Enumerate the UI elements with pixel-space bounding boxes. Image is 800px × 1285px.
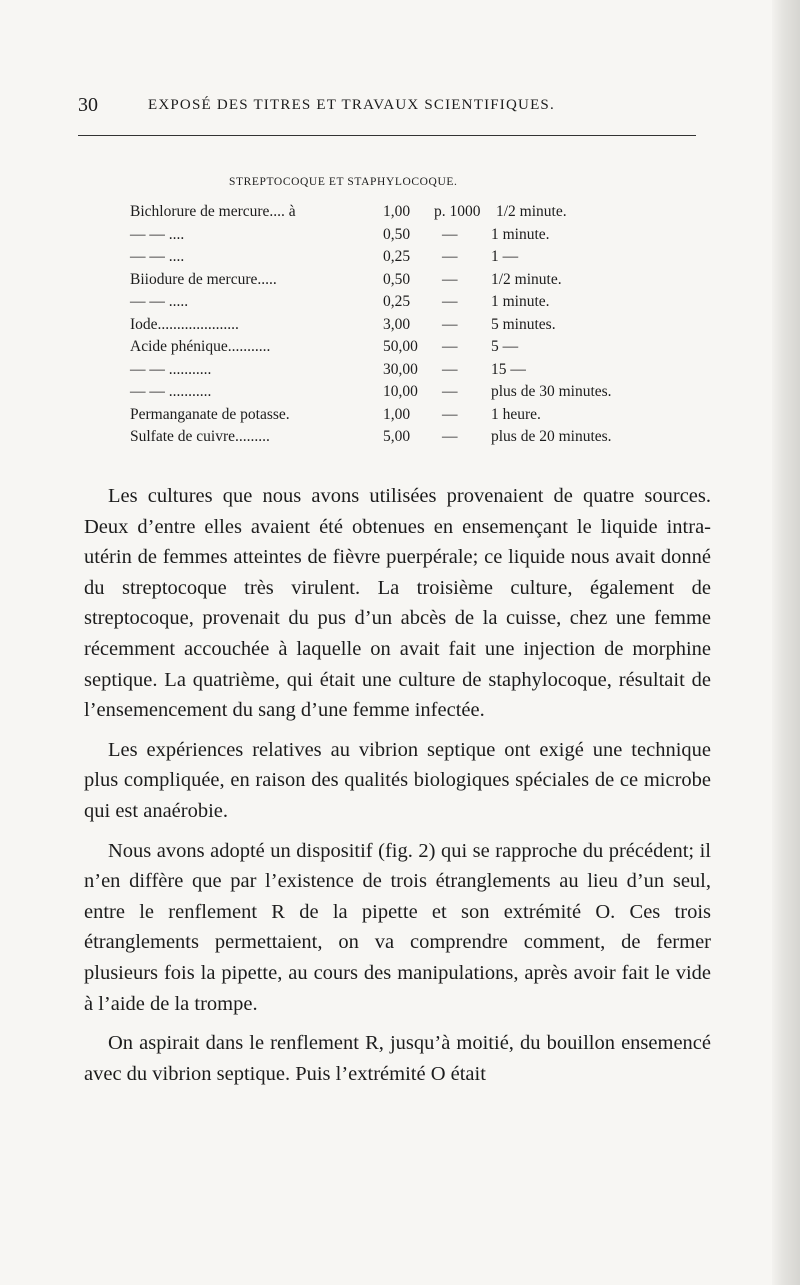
time-cell: 1/2 minute. (491, 270, 562, 288)
substance-cell: — — .... (130, 225, 185, 243)
table-row (130, 271, 670, 293)
table-row (130, 383, 670, 405)
time-cell: 5 minutes. (491, 315, 556, 333)
substance-cell: Biiodure de mercure..... (130, 270, 277, 288)
concentration-cell: 0,25 (383, 293, 411, 310)
page-edge-shadow (772, 0, 800, 1285)
dilution-cell: — (442, 360, 458, 378)
dilution-cell: — (442, 270, 458, 288)
concentration-cell: 0,50 (383, 270, 411, 288)
time-cell: 1/2 minute. (496, 203, 567, 220)
page-header (78, 90, 698, 130)
concentration-cell: 1,00 (383, 203, 411, 220)
dilution-cell: — (442, 248, 458, 265)
substance-cell: Permanganate de potasse. (130, 405, 290, 423)
substance-cell: Iode..................... (130, 315, 239, 333)
paragraph: Les expériences relatives au vibrion septique ont exigé une technique plus compliquée, en raison des qualités biologiques spéciales de ce microbe qui est anaérobie. (84, 738, 711, 822)
concentration-cell: 1,00 (383, 405, 411, 423)
table-caption: STREPTOCOQUE ET STAPHYLOCOQUE. (229, 176, 458, 188)
time-cell: 1 minute. (491, 225, 550, 243)
paragraph: Les cultures que nous avons utilisées provenaient de quatre sources. Deux d’entre elles avaient été obtenues en ensemençant le liquide intra-utérin de femmes atteintes de fièvre puerpérale; ce liquide nous avait donné du streptocoque très virulent. La troisième culture, également de streptocoque, provenait du pus d’un abcès de la cuisse, chez une femme récemment accouchée à laquelle on avait fait une injection de morphine septique. La quatrième, qui était une culture de staphylocoque, résultait de l’ensemencement du sang d’une femme infectée. (84, 485, 711, 722)
concentration-cell: 0,50 (383, 225, 411, 243)
running-title: EXPOSÉ DES TITRES ET TRAVAUX SCIENTIFIQUES. (148, 97, 555, 113)
body-text (84, 481, 711, 1098)
dilution-cell: — (442, 338, 458, 355)
concentration-cell: 5,00 (383, 428, 411, 445)
substance-cell: — — ..... (130, 293, 189, 310)
dilution-cell: — (442, 225, 458, 243)
page-number: 30 (78, 94, 98, 116)
substance-cell: Bichlorure de mercure.... à (130, 203, 296, 220)
dilution-cell: p. 1000 (434, 203, 481, 220)
paragraph: On aspirait dans le renflement R, jusqu’à moitié, du bouillon ensemencé avec du vibrion septique. Puis l’extrémité O était (84, 1032, 711, 1085)
substance-cell: — — ........... (130, 383, 212, 400)
table-row (130, 316, 670, 338)
substance-cell: — — ........... (130, 360, 212, 378)
table-row (130, 248, 670, 270)
disinfectant-table (130, 203, 670, 455)
time-cell: 15 — (491, 360, 526, 378)
table-row (130, 361, 670, 383)
time-cell: plus de 30 minutes. (491, 383, 612, 400)
concentration-cell: 50,00 (383, 338, 418, 355)
substance-cell: — — .... (130, 248, 185, 265)
time-cell: 1 — (491, 248, 519, 265)
time-cell: 5 — (491, 338, 519, 355)
dilution-cell: — (442, 383, 458, 400)
table-row (130, 293, 670, 315)
time-cell: plus de 20 minutes. (491, 428, 612, 445)
concentration-cell: 0,25 (383, 248, 411, 265)
header-rule (78, 135, 696, 136)
table-row (130, 338, 670, 360)
concentration-cell: 3,00 (383, 315, 411, 333)
paragraph: Nous avons adopté un dispositif (fig. 2) qui se rapproche du précédent; il n’en diffère que par l’existence de trois étranglements au lieu d’un seul, entre le renflement R de la pipette et son extrémité O. Ces trois étranglements permettaient, on va comprendre comment, de fermer plusieurs fois la pipette, au cours des manipulations, après avoir fait le vide à l’aide de la trompe. (84, 839, 711, 1015)
substance-cell: Sulfate de cuivre......... (130, 428, 270, 445)
dilution-cell: — (442, 428, 458, 445)
time-cell: 1 minute. (491, 293, 550, 310)
dilution-cell: — (442, 293, 458, 310)
table-row (130, 226, 670, 248)
concentration-cell: 30,00 (383, 360, 418, 378)
dilution-cell: — (442, 405, 458, 423)
dilution-cell: — (442, 315, 458, 333)
table-row (130, 203, 670, 225)
table-row (130, 406, 670, 428)
substance-cell: Acide phénique........... (130, 338, 271, 355)
concentration-cell: 10,00 (383, 383, 418, 400)
time-cell: 1 heure. (491, 405, 541, 423)
table-row (130, 428, 670, 450)
